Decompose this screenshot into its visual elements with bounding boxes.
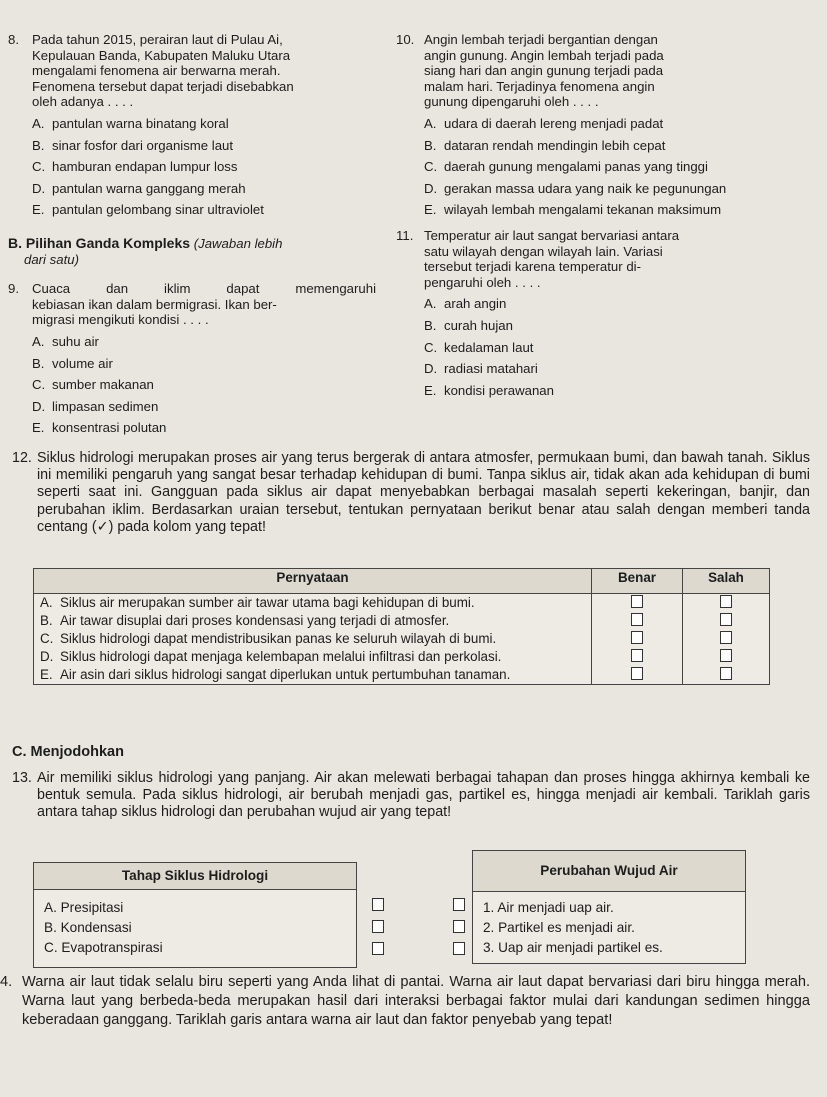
- hydrology-stage-panel: [33, 862, 357, 968]
- question-10: [396, 32, 806, 218]
- question-text: Air memiliki siklus hidrologi yang panjang. Air akan melewati berbagai tahapan dan proses hingga akhirnya kembali ke bentuk semula. Pada siklus hidrologi, air berubah menjadi gas, partikel es, hingga menjadi air kembali. Tariklah garis antara tahap siklus hidrologi dan perubahan wujud air yang tepat!: [37, 770, 810, 821]
- match-box-b[interactable]: [372, 920, 384, 933]
- option-a[interactable]: A. pantulan warna binatang koral: [32, 115, 229, 131]
- question-8: [8, 32, 376, 218]
- panel-header: Perubahan Wujud Air: [473, 851, 745, 892]
- option-a[interactable]: A. udara di daerah lereng menjadi padat: [424, 115, 664, 131]
- option-d[interactable]: D. radiasi matahari: [424, 361, 538, 377]
- change-item: 3. Uap air menjadi partikel es.: [483, 940, 663, 955]
- match-box-a[interactable]: [372, 898, 384, 911]
- checkbox-false[interactable]: [720, 595, 732, 608]
- question-number: 9.: [8, 281, 19, 297]
- option-b[interactable]: B. curah hujan: [424, 317, 513, 333]
- question-number: 8.: [8, 32, 19, 47]
- section-c-heading: C. Menjodohkan: [12, 744, 124, 760]
- left-column: [8, 32, 376, 436]
- table-row: B. Air tawar disuplai dari proses kondensasi yang terjadi di atmosfer.: [34, 612, 770, 630]
- question-text: Warna air laut tidak selalu biru seperti yang Anda lihat di pantai. Warna air laut dapat bervariasi dari biru hingga merah. Warna laut yang berbeda-beda merupakan hasil dari interaksi berbagai faktor mulai dari kandungan sedimen hingga keberadaan ganggang. Tariklah garis antara warna air laut dan faktor penyebab yang tepat!: [22, 974, 810, 1028]
- checkbox-true[interactable]: [631, 667, 643, 680]
- panel-header: Tahap Siklus Hidrologi: [34, 863, 356, 890]
- question-11: [396, 228, 806, 398]
- question-13: [12, 770, 810, 822]
- question-number: 11.: [396, 227, 414, 243]
- question-number: 13.: [12, 770, 32, 786]
- table-row: C. Siklus hidrologi dapat mendistribusikan panas ke seluruh wilayah di bumi.: [34, 630, 770, 648]
- checkbox-true[interactable]: [631, 649, 643, 662]
- option-d[interactable]: D. gerakan massa udara yang naik ke pegunungan: [424, 180, 727, 196]
- question-14: [0, 973, 810, 1030]
- question-text: Temperatur air laut sangat bervariasi antara satu wilayah dengan wilayah lain. Variasi tersebut terjadi karena temperatur di- pengaruhi oleh . . . .: [424, 227, 680, 290]
- stage-item: C. Evapotranspirasi: [44, 940, 163, 955]
- water-change-panel: [472, 850, 746, 964]
- checkbox-false[interactable]: [720, 613, 732, 626]
- option-c[interactable]: C. sumber makanan: [32, 377, 154, 393]
- question-text: Cuaca dan iklim dapat memengaruhi kebiasan ikan dalam bermigrasi. Ikan ber- migrasi mengikuti kondisi . . . .: [32, 281, 376, 328]
- table-row: A. Siklus air merupakan sumber air tawar utama bagi kehidupan di bumi.: [34, 594, 770, 613]
- match-box-1[interactable]: [453, 898, 465, 911]
- checkbox-false[interactable]: [720, 667, 732, 680]
- question-number: 10.: [396, 32, 415, 47]
- question-9: [8, 281, 376, 436]
- header-false: Salah: [683, 569, 770, 594]
- match-box-2[interactable]: [453, 920, 465, 933]
- option-b[interactable]: B. volume air: [32, 355, 113, 371]
- change-item: 1. Air menjadi uap air.: [483, 900, 614, 915]
- checkbox-false[interactable]: [720, 649, 732, 662]
- question-text: Pada tahun 2015, perairan laut di Pulau Ai, Kepulauan Banda, Kabupaten Maluku Utara mengalami fenomena air berwarna merah. Fenomena tersebut dapat terjadi disebabkan oleh adanya . . . .: [32, 32, 294, 110]
- true-false-table: [33, 568, 770, 685]
- section-b-heading: B. Pilihan Ganda Kompleks (Jawaban lebih dari satu): [8, 234, 283, 267]
- option-e[interactable]: E. kondisi perawanan: [424, 382, 554, 398]
- change-item: 2. Partikel es menjadi air.: [483, 920, 635, 935]
- option-a[interactable]: A. arah angin: [424, 296, 507, 312]
- option-c[interactable]: C. hamburan endapan lumpur loss: [32, 159, 238, 175]
- option-e[interactable]: E. wilayah lembah mengalami tekanan maksimum: [424, 202, 722, 218]
- option-b[interactable]: B. dataran rendah mendingin lebih cepat: [424, 137, 666, 153]
- option-c[interactable]: C. daerah gunung mengalami panas yang tinggi: [424, 159, 708, 175]
- question-number: 12.: [12, 450, 32, 466]
- stage-item: A. Presipitasi: [44, 900, 124, 915]
- checkbox-true[interactable]: [631, 595, 643, 608]
- question-number: 4.: [0, 974, 13, 990]
- table-row: D. Siklus hidrologi dapat menjaga kelembapan melalui infiltrasi dan perkolasi.: [34, 648, 770, 666]
- stage-item: B. Kondensasi: [44, 920, 132, 935]
- question-12: [12, 450, 810, 536]
- question-text: Angin lembah terjadi bergantian dengan angin gunung. Angin lembah terjadi pada siang hari dan angin gunung terjadi pada malam hari. Terjadinya fenomena angin gunung dipengaruhi oleh . . . .: [424, 32, 664, 110]
- right-column: [396, 32, 806, 398]
- option-b[interactable]: B. sinar fosfor dari organisme laut: [32, 137, 234, 153]
- table-header-row: [34, 569, 770, 594]
- match-box-c[interactable]: [372, 942, 384, 955]
- option-e[interactable]: E. pantulan gelombang sinar ultraviolet: [32, 202, 264, 218]
- checkbox-true[interactable]: [631, 631, 643, 644]
- option-c[interactable]: C. kedalaman laut: [424, 339, 534, 355]
- checkbox-false[interactable]: [720, 631, 732, 644]
- question-text: Siklus hidrologi merupakan proses air yang terus bergerak di antara atmosfer, permukaan bumi, dan bawah tanah. Siklus ini memiliki pengaruh yang sangat besar terhadap kehidupan di bumi. Tanpa siklus air, tidak akan ada kehidupan di bumi seperti saat ini. Gangguan pada siklus air dapat menyebabkan berbagai masalah seperti kekeringan, banjir, dan perubahan iklim. Berdasarkan uraian tersebut, tentukan pernyataan berikut benar atau salah dengan memberi tanda centang (✓) pada kolom yang tepat!: [37, 450, 810, 535]
- header-statement: Pernyataan: [34, 569, 592, 594]
- table-row: E. Air asin dari siklus hidrologi sangat diperlukan untuk pertumbuhan tanaman.: [34, 666, 770, 685]
- option-d[interactable]: D. limpasan sedimen: [32, 398, 159, 414]
- option-e[interactable]: E. konsentrasi polutan: [32, 420, 167, 436]
- option-d[interactable]: D. pantulan warna ganggang merah: [32, 180, 246, 196]
- match-box-3[interactable]: [453, 942, 465, 955]
- option-a[interactable]: A. suhu air: [32, 333, 99, 349]
- checkbox-true[interactable]: [631, 613, 643, 626]
- header-true: Benar: [592, 569, 683, 594]
